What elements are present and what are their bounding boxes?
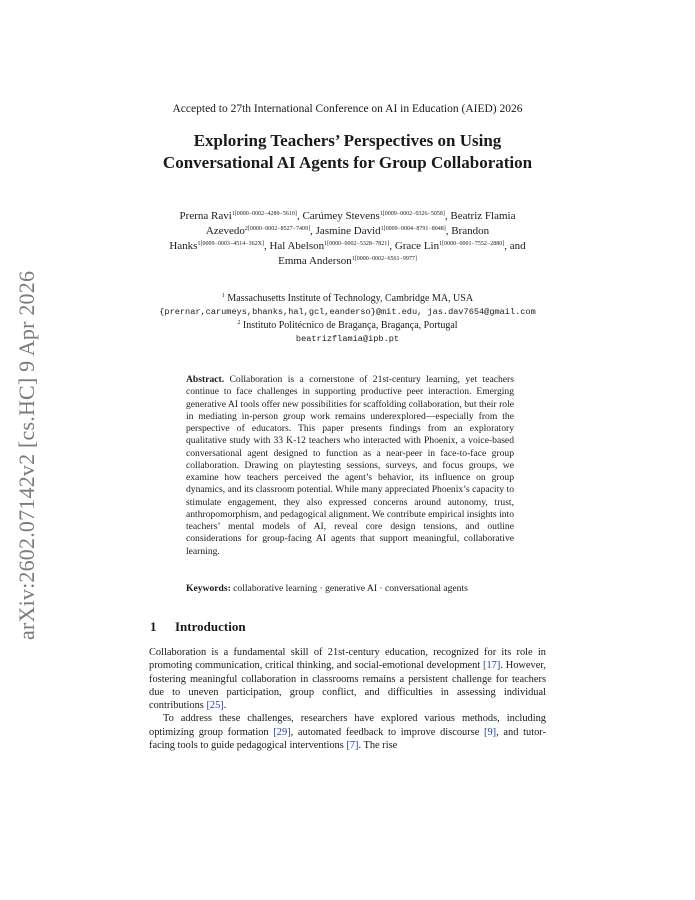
paper-title: Exploring Teachers’ Perspectives on Using Conversational AI Agents for Group Collaboration (162, 131, 533, 172)
author-orcid: 1[0000−0001−7552−2880] (439, 241, 505, 247)
section-title: Introduction (175, 619, 246, 634)
citation-link[interactable]: [25] (206, 700, 224, 712)
citation-link[interactable]: [9] (484, 726, 497, 738)
abstract (186, 374, 514, 558)
author-orcid: 1[0009−0002−0326−5058] (379, 211, 445, 217)
abstract-label: Abstract. (186, 374, 225, 385)
author-list: Prerna Ravi$^{1[0000-0002-4289-5610]}$, Carúmey Stevens$^{1[0009-0002-0326-5058]}$, Beatriz Flamia Azevedo$^{2[0000-0002-8527-7409]}$, Jasmine David$^{1[0009-0004-8791-8048]}$, Brandon Hanks$^{1[0009-0003-4514-362X]}$, Hal Abelson$^{1[0000-0002-5328-7821]}$, Grace Lin$^{1[0000-0001-7552-2880]}$, and Emma Anderson$^{1[0000-0002-6561-9977]}$ (169, 210, 526, 267)
affiliation-2-email: beatrizflamia@ipb.pt (295, 333, 400, 344)
keywords-label: Keywords: (186, 583, 231, 594)
author-name: Carúmey Stevens (302, 210, 380, 222)
section-number: 1 (150, 619, 157, 634)
abstract-text: Collaboration is a cornerstone of 21st-century learning, yet teachers continue to face challenges in supporting productive peer interaction. Emerging generative AI tools offer new possibilities for scaffolding collaboration, but their role in mediating in-person group work remains underexplored—especially from the perspective of educators. This paper presents findings from an exploratory qualitative study with 33 K-12 teachers who interacted with Phoenix, a voice-based conversational agent designed to function as a near-peer in face-to-face group collaboration. Drawing on playtesting sessions, surveys, and focus groups, we examine how teachers perceived the agent’s behavior, its influence on group dynamics, and its classroom potential. While many appreciated Phoenix’s capacity to stimulate engagement, they also expressed concerns around autonomy, trust, anthropomorphism, and pedagogical alignment. We contribute empirical insights into teachers’ mental models of AI, reveal core design tensions, and outline considerations for group-facing AI agents that support meaningful, collaborative learning. (186, 374, 514, 557)
author-name: Jasmine David (315, 225, 381, 237)
paragraph: To address these challenges, researchers have explored various methods, including optimizing group formation [29], automated feedback to improve discourse [9], and tutor-facing tools to guide pedagogical interventions [7]. The rise (149, 713, 546, 752)
affiliations (140, 292, 555, 346)
author-orcid: 1[0009−0003−4514−362X] (197, 241, 264, 247)
author-orcid: 1[0009−0004−8791−8048] (380, 226, 446, 232)
keywords-text: collaborative learning · generative AI · conversational agents (233, 583, 468, 594)
author-orcid: 1[0000−0002−5328−7821] (324, 241, 390, 247)
author-orcid: 1[0000−0002−4289−5610] (231, 211, 297, 217)
author-name: Prerna Ravi (179, 210, 232, 222)
author-name: Hal Abelson (269, 240, 325, 252)
venue-note: Accepted to 27th International Conference on AI in Education (AIED) 2026 (172, 103, 523, 115)
citation-link[interactable]: [7] (346, 740, 359, 752)
author-orcid: 2[0000−0002−8527−7409] (244, 226, 311, 232)
section-heading (150, 619, 246, 635)
keywords (186, 583, 526, 594)
author-orcid: 1[0000−0002−6561−9977] (351, 256, 417, 262)
author-name: Brandon Hanks (169, 225, 490, 252)
author-name: Beatriz Flamia Azevedo (205, 210, 516, 237)
citation-link[interactable]: [17] (483, 660, 501, 672)
author-name: Emma Anderson (278, 255, 352, 267)
affiliation-1: $^1$ Massachusetts Institute of Technology, Cambridge MA, USA (221, 293, 474, 304)
author-name: Grace Lin (394, 240, 440, 252)
arxiv-identifier-stamp: arXiv:2602.07142v2 [cs.HC] 9 Apr 2026 (14, 270, 39, 640)
introduction-body (149, 646, 546, 752)
affiliation-2: $^2$ Instituto Politécnico de Bragança, Bragança, Portugal (237, 320, 458, 331)
citation-link[interactable]: [29] (273, 726, 291, 738)
affiliation-1-emails: {prernar,carumeys,bhanks,hal,gcl,eanderso}@mit.edu, jas.dav7654@gmail.com (159, 306, 536, 317)
paragraph: Collaboration is a fundamental skill of 21st-century education, recognized for its role in promoting communication, critical thinking, and social-emotional development [17]. However, fostering meaningful collaboration in classrooms remains a persistent challenge for teachers due to uneven participation, group conflict, and difficulties in assessing individual contributions [25]. (149, 647, 546, 712)
